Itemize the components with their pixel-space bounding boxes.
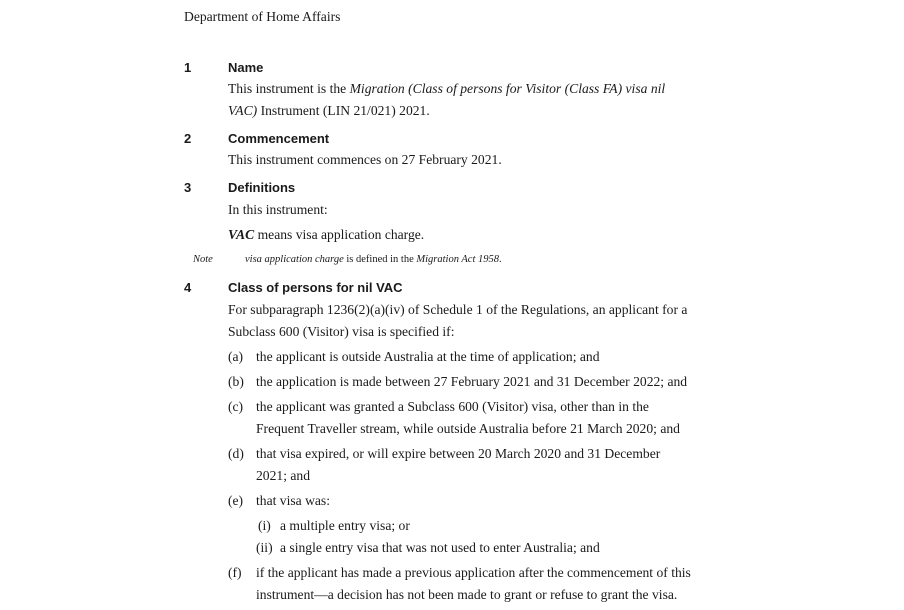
paragraph-text: instrument—a decision has not been made to grant or refuse to grant the visa. bbox=[256, 587, 678, 602]
paragraph-text: the application is made between 27 February 2021 and 31 December 2022; and bbox=[256, 374, 688, 389]
section-text: Subclass 600 (Visitor) visa is specified if: bbox=[228, 324, 455, 339]
section-text: In this instrument: bbox=[228, 202, 328, 217]
defined-term: VAC bbox=[228, 227, 255, 242]
text-run: Instrument (LIN 21/021) 2021. bbox=[257, 103, 430, 118]
paragraph-text: the applicant was granted a Subclass 600 (Visitor) visa, other than in the bbox=[256, 399, 649, 414]
paragraph-label: (c) bbox=[228, 399, 244, 414]
text-run: is defined in the bbox=[343, 254, 417, 265]
text-run: . bbox=[499, 254, 502, 265]
instrument-title: Migration (Class of persons for Visitor (Class FA) visa nil bbox=[349, 81, 666, 96]
definition-text: means visa application charge. bbox=[254, 227, 425, 242]
section-text bbox=[228, 81, 665, 97]
subparagraph-label: (i) bbox=[258, 518, 271, 533]
note-text bbox=[245, 254, 502, 265]
text-run: This instrument is the bbox=[228, 81, 350, 96]
paragraph-label: (a) bbox=[228, 349, 244, 364]
paragraph-label: (d) bbox=[228, 446, 244, 461]
subparagraph-label: (ii) bbox=[256, 540, 273, 555]
section-number: 3 bbox=[184, 180, 192, 195]
section-heading: Commencement bbox=[228, 131, 330, 146]
paragraph-label: (b) bbox=[228, 374, 244, 389]
section-heading: Class of persons for nil VAC bbox=[228, 280, 403, 295]
note-term: visa application charge bbox=[245, 254, 344, 265]
subparagraph-text: a multiple entry visa; or bbox=[280, 518, 410, 533]
section-number: 1 bbox=[184, 60, 192, 75]
paragraph-text: 2021; and bbox=[256, 468, 310, 483]
paragraph-text: the applicant is outside Australia at the time of application; and bbox=[256, 349, 600, 364]
act-title: Migration Act 1958 bbox=[416, 254, 500, 265]
section-text: This instrument commences on 27 February 2021. bbox=[228, 152, 502, 167]
paragraph-text: Frequent Traveller stream, while outside Australia before 21 March 2020; and bbox=[256, 421, 680, 436]
definition bbox=[228, 227, 424, 243]
paragraph-label: (f) bbox=[228, 565, 242, 580]
section-number: 4 bbox=[184, 280, 192, 295]
paragraph-text: that visa was: bbox=[256, 493, 330, 508]
instrument-title: VAC) bbox=[228, 103, 258, 118]
paragraph-text: that visa expired, or will expire between 20 March 2020 and 31 December bbox=[256, 446, 661, 461]
note-label: Note bbox=[193, 254, 213, 265]
paragraph-text: if the applicant has made a previous application after the commencement of this bbox=[256, 565, 691, 580]
paragraph-label: (e) bbox=[228, 493, 244, 508]
section-heading: Definitions bbox=[228, 180, 296, 195]
section-text bbox=[228, 103, 430, 119]
section-text: For subparagraph 1236(2)(a)(iv) of Schedule 1 of the Regulations, an applicant for a bbox=[228, 302, 688, 317]
department-header: Department of Home Affairs bbox=[184, 9, 341, 24]
subparagraph-text: a single entry visa that was not used to enter Australia; and bbox=[280, 540, 600, 555]
section-heading: Name bbox=[228, 60, 264, 75]
section-number: 2 bbox=[184, 131, 192, 146]
